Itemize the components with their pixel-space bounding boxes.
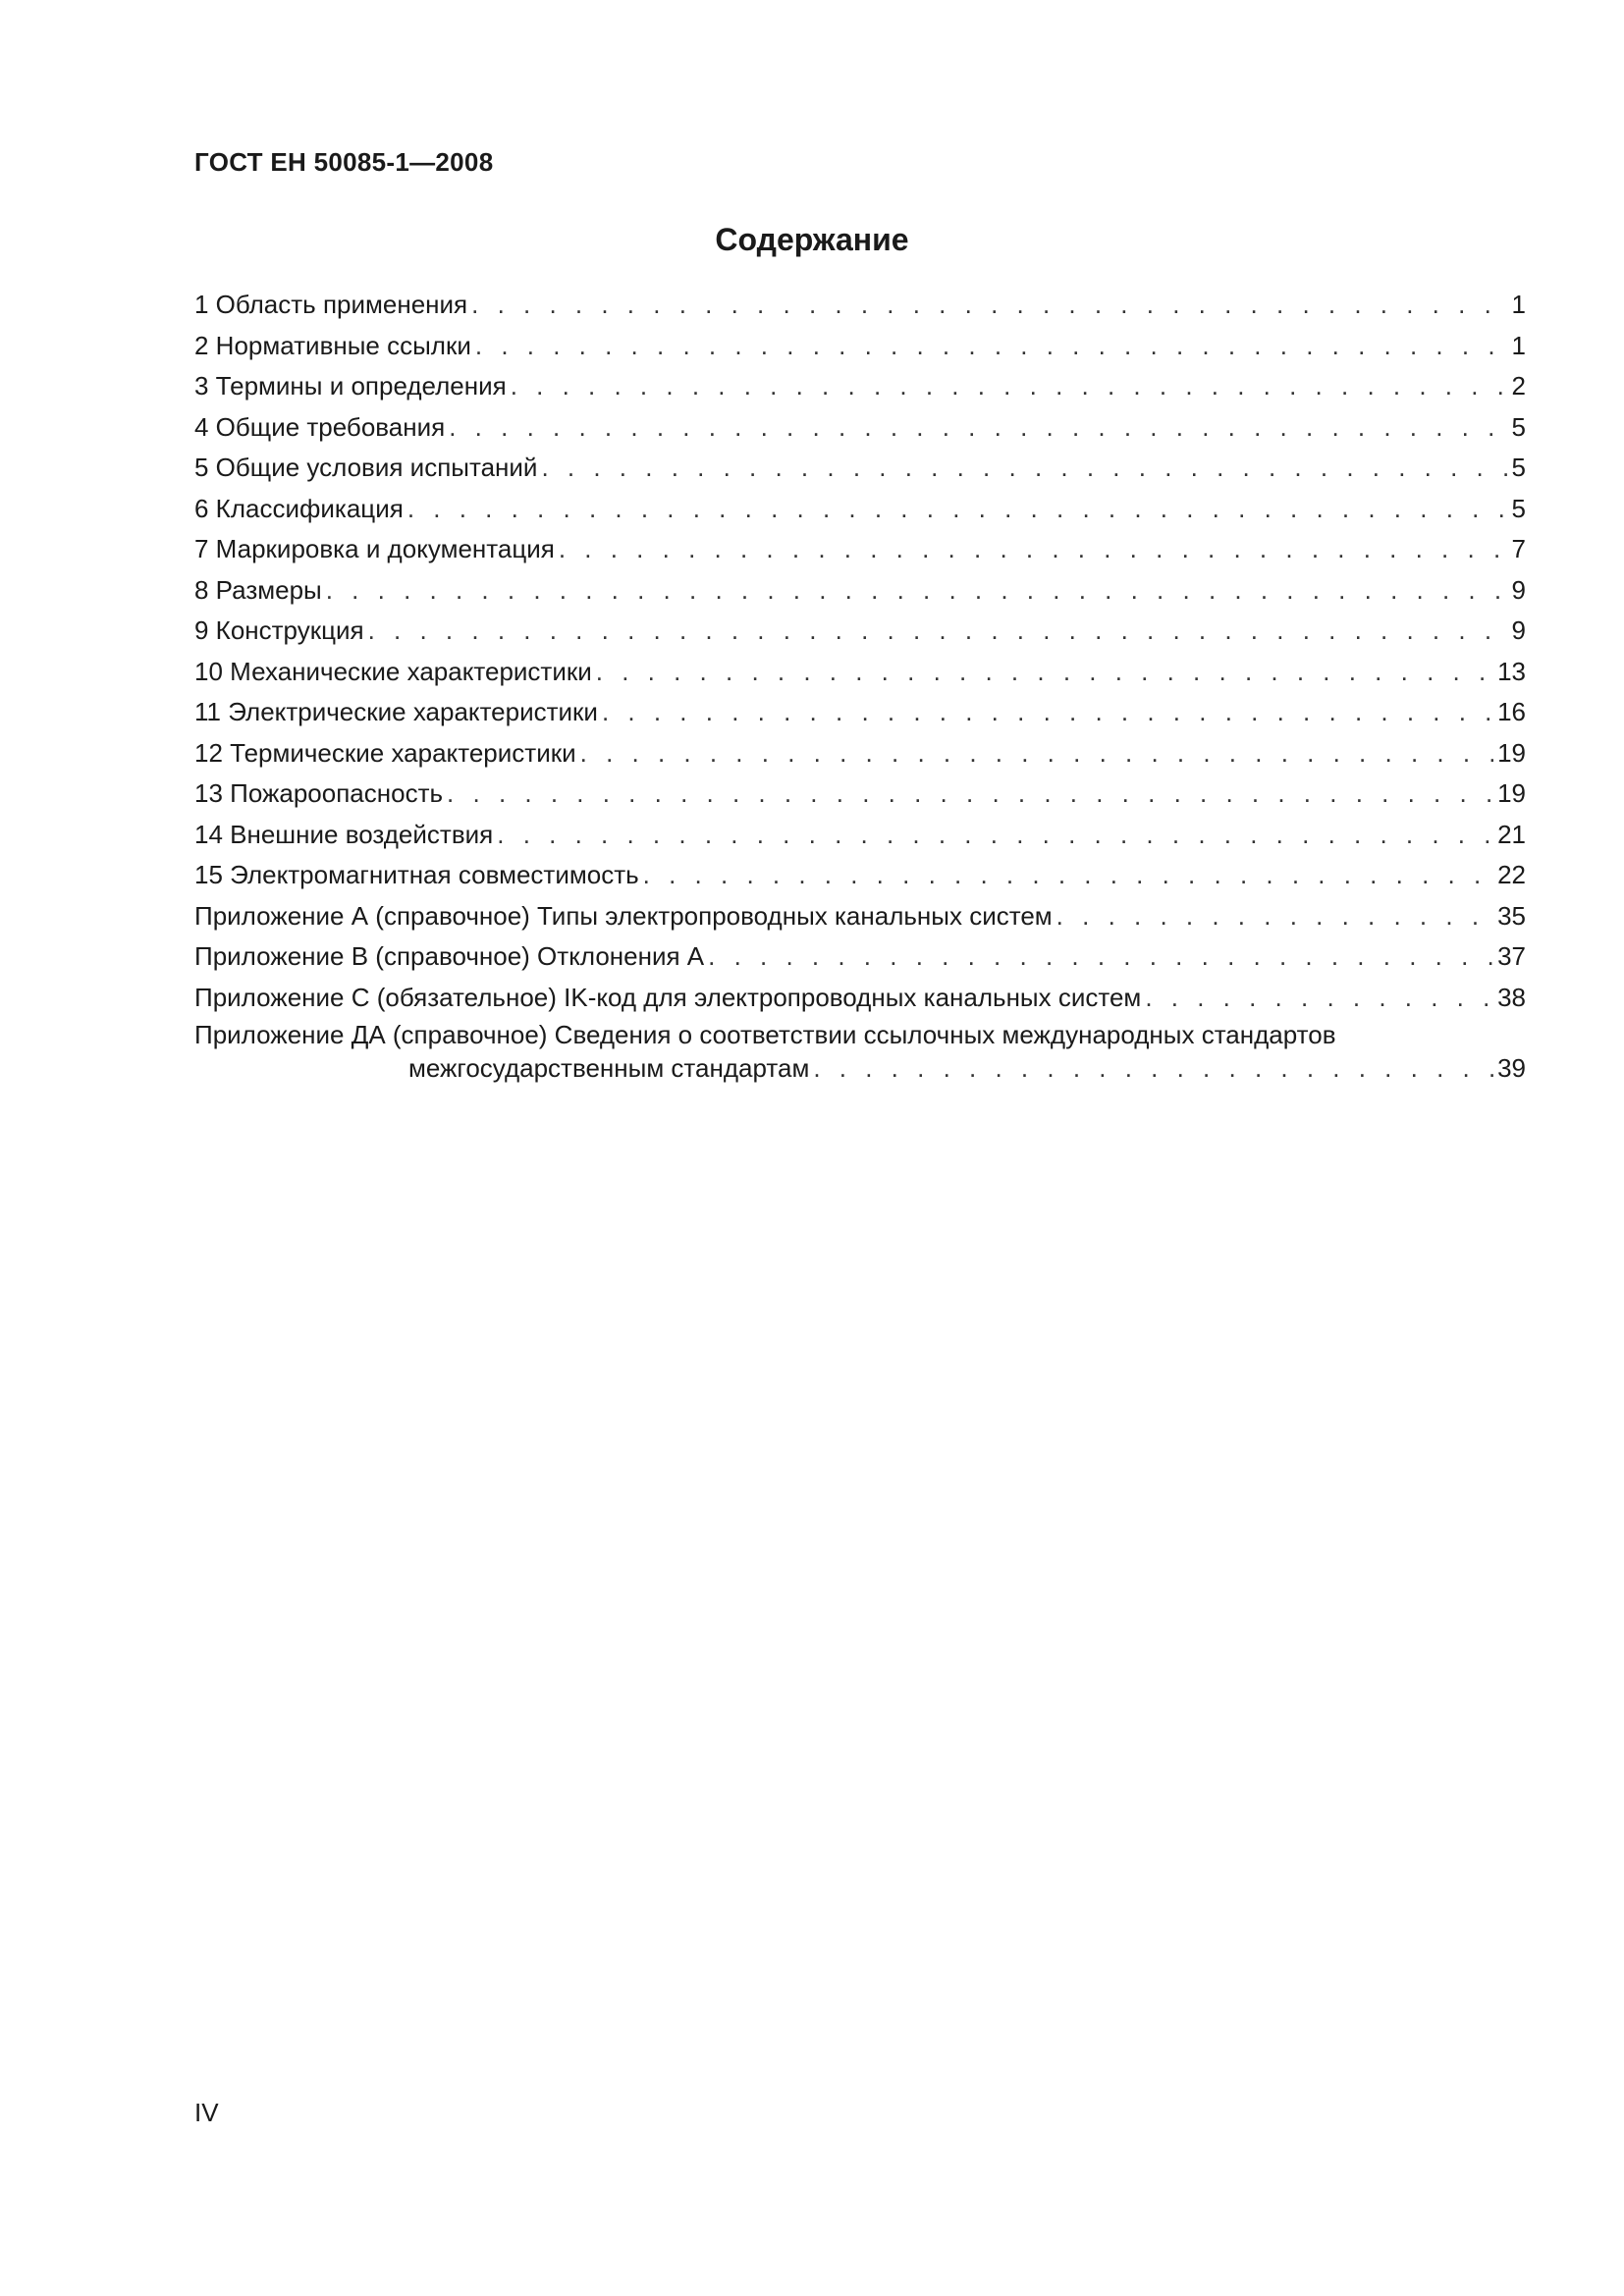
- toc-entry-label: Приложение С (обязательное) IK-код для электропроводных канальных систем: [194, 982, 1142, 1012]
- toc-entry[interactable]: [194, 815, 1526, 856]
- toc-entry-label: 4 Общие требования: [194, 411, 446, 442]
- toc-entry[interactable]: [194, 855, 1526, 896]
- toc-leader-dots: [813, 1051, 1493, 1085]
- toc-entry[interactable]: [194, 936, 1526, 978]
- toc-leader-dots: [1056, 896, 1493, 937]
- toc-leader-dots: [368, 611, 1508, 652]
- toc-entry-page: 19: [1497, 737, 1526, 768]
- toc-entry-label: 11 Электрические характеристики: [194, 697, 598, 726]
- toc-entry-page: 38: [1497, 982, 1526, 1012]
- toc-entry-label: 8 Размеры: [194, 574, 322, 605]
- toc-entry[interactable]: [194, 285, 1526, 326]
- toc-entry-page: 5: [1511, 411, 1526, 442]
- toc-entry[interactable]: [194, 326, 1526, 367]
- toc-title: Содержание: [715, 222, 909, 257]
- toc-entry-page: 5: [1511, 493, 1526, 523]
- toc-entry[interactable]: [194, 448, 1526, 489]
- toc-entry[interactable]: [194, 366, 1526, 407]
- toc-entry-page: 19: [1497, 778, 1526, 808]
- toc-entry-label: 12 Термические характеристики: [194, 737, 576, 768]
- toc-entry-page: 35: [1497, 900, 1526, 931]
- toc-leader-dots: [596, 652, 1493, 693]
- page-number: IV: [194, 2098, 219, 2127]
- toc-entry[interactable]: [194, 652, 1526, 693]
- toc-entry-label: 15 Электромагнитная совместимость: [194, 860, 639, 889]
- toc-entry[interactable]: [194, 978, 1526, 1019]
- toc-entry-page: 2: [1511, 371, 1526, 400]
- toc-leader-dots: [326, 570, 1508, 612]
- toc-entry-label: 7 Маркировка и документация: [194, 534, 555, 563]
- toc-entry-label: 1 Область применения: [194, 290, 468, 319]
- table-of-contents: [194, 285, 1526, 1085]
- toc-entry-label-line2: межгосударственным стандартам: [408, 1053, 810, 1083]
- toc-entry-label: 13 Пожароопасность: [194, 778, 444, 808]
- toc-entry-page: 9: [1511, 574, 1526, 605]
- toc-entry-page: 1: [1511, 330, 1526, 360]
- toc-entry-label: 10 Механические характеристики: [194, 656, 592, 686]
- toc-entry-page: 37: [1497, 941, 1526, 971]
- toc-entry-page: 7: [1511, 534, 1526, 563]
- toc-leader-dots: [407, 489, 1508, 530]
- toc-entry[interactable]: [194, 570, 1526, 612]
- toc-entry-label: Приложение А (справочное) Типы электропроводных канальных систем: [194, 900, 1053, 931]
- toc-leader-dots: [471, 285, 1507, 326]
- toc-leader-dots: [643, 855, 1493, 896]
- toc-entry-page: 5: [1511, 453, 1526, 482]
- toc-leader-dots: [511, 366, 1508, 407]
- toc-entry-page: 16: [1497, 697, 1526, 726]
- toc-leader-dots: [449, 407, 1507, 449]
- toc-leader-dots: [447, 774, 1493, 815]
- toc-leader-dots: [497, 815, 1493, 856]
- toc-entry-page: 13: [1497, 656, 1526, 686]
- toc-leader-dots: [580, 733, 1493, 774]
- toc-leader-dots: [559, 529, 1508, 570]
- toc-entry-multiline[interactable]: [194, 1018, 1526, 1085]
- toc-entry[interactable]: [194, 611, 1526, 652]
- toc-entry-label: Приложение В (справочное) Отклонения А: [194, 941, 705, 971]
- toc-entry[interactable]: [194, 489, 1526, 530]
- toc-entry-label-line1: Приложение ДА (справочное) Сведения о соответствии ссылочных международных стандартов: [194, 1020, 1336, 1049]
- toc-entry-page: 22: [1497, 860, 1526, 889]
- toc-leader-dots: [475, 326, 1508, 367]
- toc-entry-label: 6 Классификация: [194, 493, 404, 523]
- toc-entry-label: 2 Нормативные ссылки: [194, 330, 471, 360]
- toc-entry-page: 39: [1497, 1053, 1526, 1083]
- toc-entry[interactable]: [194, 692, 1526, 733]
- toc-leader-dots: [708, 936, 1493, 978]
- toc-leader-dots: [541, 448, 1507, 489]
- toc-entry-label: 3 Термины и определения: [194, 371, 507, 400]
- document-id: ГОСТ ЕН 50085-1—2008: [194, 147, 494, 177]
- toc-entry-label: 9 Конструкция: [194, 615, 364, 645]
- toc-leader-dots: [1145, 978, 1493, 1019]
- toc-entry-page: 9: [1511, 615, 1526, 645]
- toc-entry-label: 5 Общие условия испытаний: [194, 453, 538, 482]
- toc-entry[interactable]: [194, 896, 1526, 937]
- toc-entry[interactable]: [194, 529, 1526, 570]
- toc-entry[interactable]: [194, 733, 1526, 774]
- toc-entry[interactable]: [194, 774, 1526, 815]
- toc-entry[interactable]: [194, 407, 1526, 449]
- toc-entry-page: 1: [1511, 290, 1526, 319]
- toc-entry-label: 14 Внешние воздействия: [194, 819, 494, 849]
- toc-entry-page: 21: [1497, 819, 1526, 849]
- toc-leader-dots: [602, 692, 1493, 733]
